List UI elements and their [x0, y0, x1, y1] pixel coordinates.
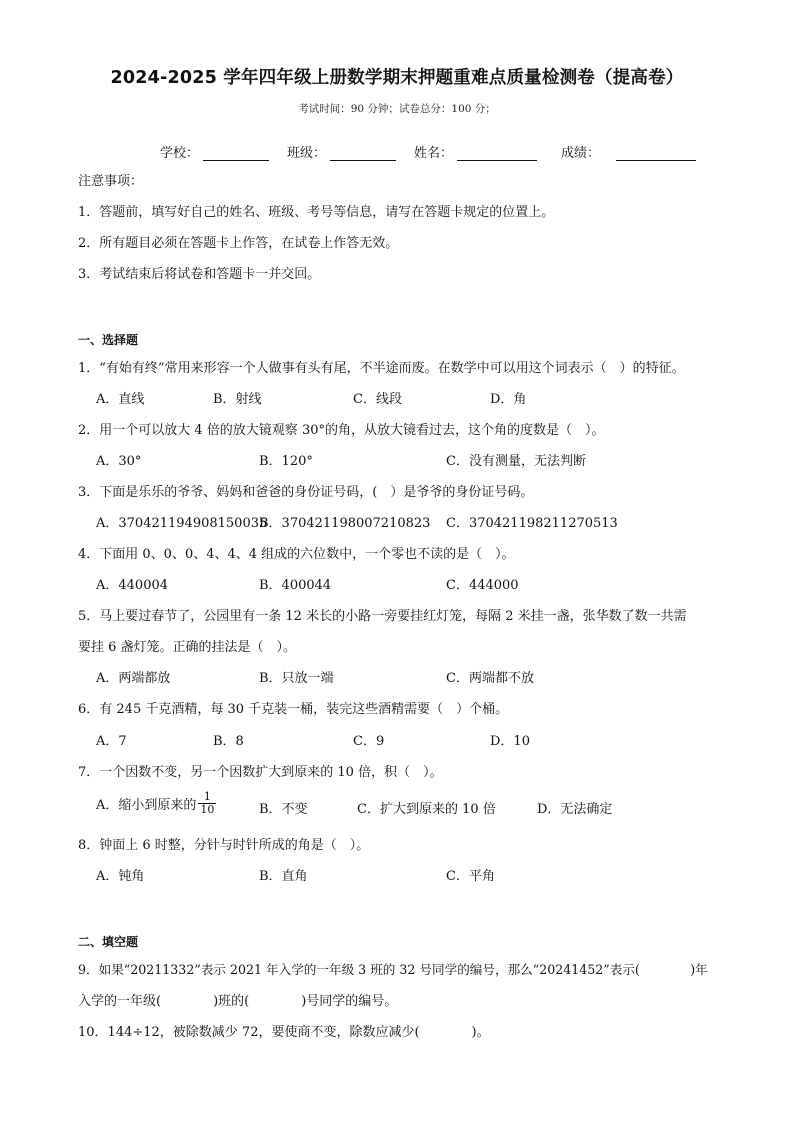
option-a[interactable]: A．440004: [96, 578, 169, 593]
student-info-row: [160, 142, 696, 161]
score-field[interactable]: [561, 142, 696, 161]
class-label: 班级：: [287, 146, 327, 161]
option-a[interactable]: A．370421194908150035: [96, 516, 268, 531]
option-a-text: A．缩小到原来的: [96, 798, 197, 813]
fraction: [198, 791, 216, 816]
option-b[interactable]: B．120°: [259, 454, 313, 469]
question-3: 3．下面是乐乐的爷爷、妈妈和爸爸的身份证号码，( ）是爷爷的身份证号码。: [78, 485, 534, 500]
option-c[interactable]: C．平角: [446, 869, 495, 884]
school-label: 学校：: [160, 146, 200, 161]
fraction-numerator: 1: [203, 790, 211, 803]
question-6: 6．有 245 千克酒精，每 30 千克装一桶，装完这些酒精需要（ ）个桶。: [78, 702, 509, 717]
option-c[interactable]: C．444000: [446, 578, 519, 593]
class-blank[interactable]: [330, 146, 396, 161]
option-c[interactable]: C．没有测量，无法判断: [446, 454, 586, 469]
option-c[interactable]: C．线段: [353, 392, 402, 407]
section-title-choice: 一、选择题: [78, 333, 139, 347]
question-7: 7．一个因数不变，另一个因数扩大到原来的 10 倍，积（ ）。: [78, 765, 443, 780]
question-2: 2．用一个可以放大 4 倍的放大镜观察 30°的角，从放大镜看过去，这个角的度数是（ ）。: [78, 423, 605, 438]
option-a[interactable]: A．30°: [96, 454, 142, 469]
question-9-cont: 入学的一年级( )班的( )号同学的编号。: [78, 994, 398, 1009]
question-5-cont: 要挂 6 盏灯笼。正确的挂法是（ ）。: [78, 640, 297, 655]
question-1: 1．“有始有终”常用来形容一个人做事有头有尾，不半途而废。在数学中可以用这个词表示（ ）的特征。: [78, 361, 685, 376]
option-d[interactable]: D．无法确定: [537, 802, 613, 817]
name-blank[interactable]: [457, 146, 537, 161]
option-c[interactable]: C．9: [353, 734, 385, 749]
note-item: 2．所有题目必须在答题卡上作答，在试卷上作答无效。: [78, 236, 399, 251]
option-a[interactable]: A．7: [96, 734, 127, 749]
question-9: 9．如果“20211332”表示 2021 年入学的一年级 3 班的 32 号同学的编号，那么“20241452”表示( )年: [78, 962, 708, 977]
name-label: 姓名：: [414, 146, 454, 161]
question-5: 5．马上要过春节了，公园里有一条 12 米长的小路一旁要挂红灯笼，每隔 2 米挂一盏，张华数了数一共需: [78, 609, 687, 624]
score-label: 成绩：: [561, 146, 601, 161]
note-item: 3．考试结束后将试卷和答题卡一并交回。: [78, 267, 321, 282]
option-a[interactable]: [96, 790, 216, 818]
option-b[interactable]: B．射线: [213, 392, 262, 407]
option-b[interactable]: B．400044: [259, 578, 332, 593]
section-title-fill: 二、填空题: [78, 935, 139, 949]
option-d[interactable]: D．角: [490, 392, 527, 407]
school-blank[interactable]: [203, 146, 269, 161]
page-title: 2024-2025 学年四年级上册数学期末押题重难点质量检测卷（提高卷）: [110, 68, 684, 88]
option-a[interactable]: A．两端都放: [96, 671, 171, 686]
option-a[interactable]: A．直线: [96, 392, 145, 407]
option-d[interactable]: D．10: [490, 734, 530, 749]
option-b[interactable]: B．8: [213, 734, 244, 749]
question-10: 10．144÷12，被除数减少 72，要使商不变，除数应减少( )。: [78, 1025, 490, 1040]
question-8: 8．钟面上 6 时整，分针与时针所成的角是（ ）。: [78, 838, 370, 853]
class-field[interactable]: [287, 142, 396, 161]
option-b[interactable]: B．不变: [259, 802, 308, 817]
option-a[interactable]: A．钝角: [96, 869, 145, 884]
option-b[interactable]: B．直角: [259, 869, 308, 884]
name-field[interactable]: [414, 142, 537, 161]
score-blank[interactable]: [616, 146, 696, 161]
option-b[interactable]: B．只放一端: [259, 671, 334, 686]
option-c[interactable]: C．两端都不放: [446, 671, 534, 686]
notes-heading: 注意事项：: [78, 174, 144, 189]
school-field[interactable]: [160, 142, 269, 161]
option-c[interactable]: C．370421198211270513: [446, 516, 618, 531]
note-item: 1．答题前，填写好自己的姓名、班级、考号等信息，请写在答题卡规定的位置上。: [78, 205, 555, 220]
option-c[interactable]: C．扩大到原来的 10 倍: [357, 802, 496, 817]
question-4: 4．下面用 0、0、0、4、4、4 组成的六位数中，一个零也不读的是（ ）。: [78, 547, 515, 562]
option-b[interactable]: B．370421198007210823: [259, 516, 431, 531]
fraction-denominator: 10: [200, 803, 215, 816]
exam-subtitle: 考试时间：90 分钟；试卷总分：100 分；: [298, 103, 496, 115]
